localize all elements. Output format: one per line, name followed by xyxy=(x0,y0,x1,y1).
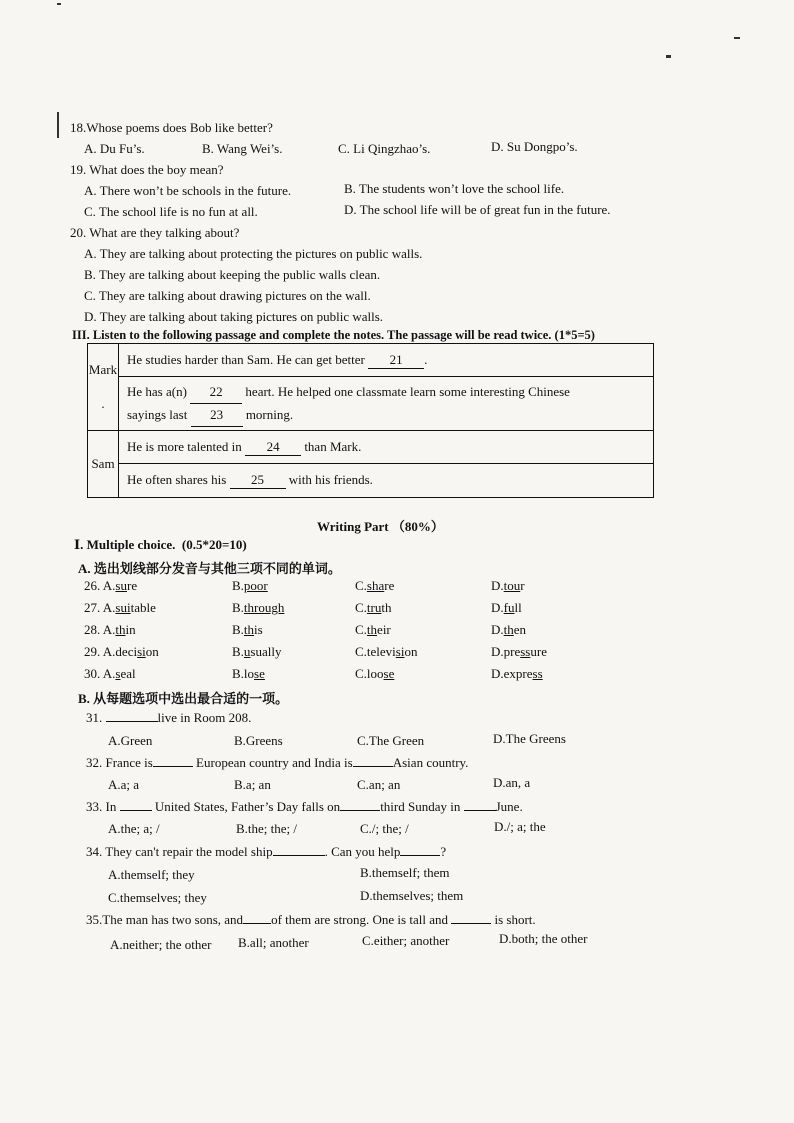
scan-speck xyxy=(57,3,61,5)
blank-22[interactable]: 22 xyxy=(190,381,242,404)
q29-option-a[interactable]: 29. A.decision xyxy=(84,644,159,659)
q19-stem: 19. What does the boy mean? xyxy=(70,162,224,177)
q20-option-d[interactable]: D. They are talking about taking pictures on public walls. xyxy=(84,309,384,324)
q29-option-d[interactable]: D.pressure xyxy=(491,644,547,659)
q32-option-d[interactable]: D.an, a xyxy=(493,775,531,790)
blank-24[interactable]: 24 xyxy=(245,439,301,456)
blank-23[interactable]: 23 xyxy=(191,404,243,427)
part-a-instruction: A. 选出划线部分发音与其他三项不同的单词。 xyxy=(78,561,341,576)
blank-21[interactable]: 21 xyxy=(368,352,424,369)
q19-option-d[interactable]: D. The school life will be of great fun in the future. xyxy=(344,202,611,217)
q34-stem: 34. They can't repair the model ship . Can you help ? xyxy=(86,844,447,859)
q26-option-a[interactable]: 26. A.sure xyxy=(84,578,138,593)
notes-name-sam: Sam xyxy=(88,431,119,498)
q27-option-b[interactable]: B.through xyxy=(232,600,285,615)
blank-25[interactable]: 25 xyxy=(230,472,286,489)
q30-option-a[interactable]: 30. A.seal xyxy=(84,666,136,681)
q35-option-d[interactable]: D.both; the other xyxy=(499,931,588,946)
section-iii-heading: III. Listen to the following passage and complete the notes. The passage will be read twice. (1*5=5) xyxy=(72,328,595,342)
q27-option-d[interactable]: D.full xyxy=(491,600,522,615)
q32-option-a[interactable]: A.a; a xyxy=(108,777,140,792)
scan-speck xyxy=(734,37,740,39)
q29-option-c[interactable]: C.television xyxy=(355,644,418,659)
q34-option-d[interactable]: D.themselves; them xyxy=(360,888,464,903)
notes-row-3: He is more talented in 24 than Mark. xyxy=(119,431,654,464)
notes-row-4: He often shares his 25 with his friends. xyxy=(119,464,654,498)
section-i-heading: Ⅰ. Multiple choice. (0.5*20=10) xyxy=(74,537,247,552)
notes-row-2: He has a(n) 22 heart. He helped one classmate learn some interesting Chinese sayings last 23 morning. xyxy=(119,377,654,431)
q34-option-a[interactable]: A.themself; they xyxy=(108,867,195,882)
q18-option-a[interactable]: A. Du Fu’s. xyxy=(84,141,145,156)
q26-option-c[interactable]: C.share xyxy=(355,578,395,593)
margin-line xyxy=(57,112,59,138)
q32-stem: 32. France is European country and India is Asian country. xyxy=(86,755,469,770)
q33-option-a[interactable]: A.the; a; / xyxy=(108,821,160,836)
q20-option-c[interactable]: C. They are talking about drawing pictures on the wall. xyxy=(84,288,371,303)
part-b-instruction: B. 从每题选项中选出最合适的一项。 xyxy=(78,691,289,706)
q19-option-b[interactable]: B. The students won’t love the school life. xyxy=(344,181,565,196)
q31-option-d[interactable]: D.The Greens xyxy=(493,731,566,746)
q30-option-c[interactable]: C.loose xyxy=(355,666,395,681)
q32-option-b[interactable]: B.a; an xyxy=(234,777,271,792)
q32-option-c[interactable]: C.an; an xyxy=(357,777,401,792)
notes-row-1: He studies harder than Sam. He can get better 21 . xyxy=(119,344,654,377)
q34-option-b[interactable]: B.themself; them xyxy=(360,865,450,880)
q28-option-d[interactable]: D.then xyxy=(491,622,527,637)
q18-option-d[interactable]: D. Su Dongpo’s. xyxy=(491,139,578,154)
q33-option-c[interactable]: C./; the; / xyxy=(360,821,409,836)
q20-stem: 20. What are they talking about? xyxy=(70,225,240,240)
q30-option-b[interactable]: B.lose xyxy=(232,666,265,681)
q33-option-b[interactable]: B.the; the; / xyxy=(236,821,298,836)
scan-speck xyxy=(666,55,671,58)
q19-option-c[interactable]: C. The school life is no fun at all. xyxy=(84,204,258,219)
q30-option-d[interactable]: D.express xyxy=(491,666,543,681)
q28-option-a[interactable]: 28. A.thin xyxy=(84,622,136,637)
q35-option-c[interactable]: C.either; another xyxy=(362,933,450,948)
q34-option-c[interactable]: C.themselves; they xyxy=(108,890,207,905)
q27-option-a[interactable]: 27. A.suitable xyxy=(84,600,156,615)
q20-option-b[interactable]: B. They are talking about keeping the public walls clean. xyxy=(84,267,381,282)
q35-option-a[interactable]: A.neither; the other xyxy=(110,937,212,952)
q28-option-c[interactable]: C.their xyxy=(355,622,391,637)
writing-part-title: Writing Part （80%） xyxy=(317,519,444,534)
q18-stem: 18.Whose poems does Bob like better? xyxy=(70,120,273,135)
q18-option-b[interactable]: B. Wang Wei’s. xyxy=(202,141,283,156)
q35-stem: 35.The man has two sons, and of them are strong. One is tall and is short. xyxy=(86,912,536,927)
q29-option-b[interactable]: B.usually xyxy=(232,644,282,659)
q27-option-c[interactable]: C.truth xyxy=(355,600,392,615)
q26-option-b[interactable]: B.poor xyxy=(232,578,268,593)
q33-stem: 33. In United States, Father’s Day falls on third Sunday in June. xyxy=(86,799,523,814)
q31-option-b[interactable]: B.Greens xyxy=(234,733,283,748)
q33-option-d[interactable]: D./; a; the xyxy=(494,819,546,834)
q19-option-a[interactable]: A. There won’t be schools in the future. xyxy=(84,183,292,198)
q31-stem: 31. live in Room 208. xyxy=(86,710,252,725)
q31-option-a[interactable]: A.Green xyxy=(108,733,153,748)
q26-option-d[interactable]: D.tour xyxy=(491,578,525,593)
q35-option-b[interactable]: B.all; another xyxy=(238,935,309,950)
q28-option-b[interactable]: B.this xyxy=(232,622,263,637)
notes-table xyxy=(87,343,654,498)
notes-name-mark: Mark . xyxy=(88,344,119,431)
q31-option-c[interactable]: C.The Green xyxy=(357,733,425,748)
q18-option-c[interactable]: C. Li Qingzhao’s. xyxy=(338,141,431,156)
q20-option-a[interactable]: A. They are talking about protecting the pictures on public walls. xyxy=(84,246,423,261)
